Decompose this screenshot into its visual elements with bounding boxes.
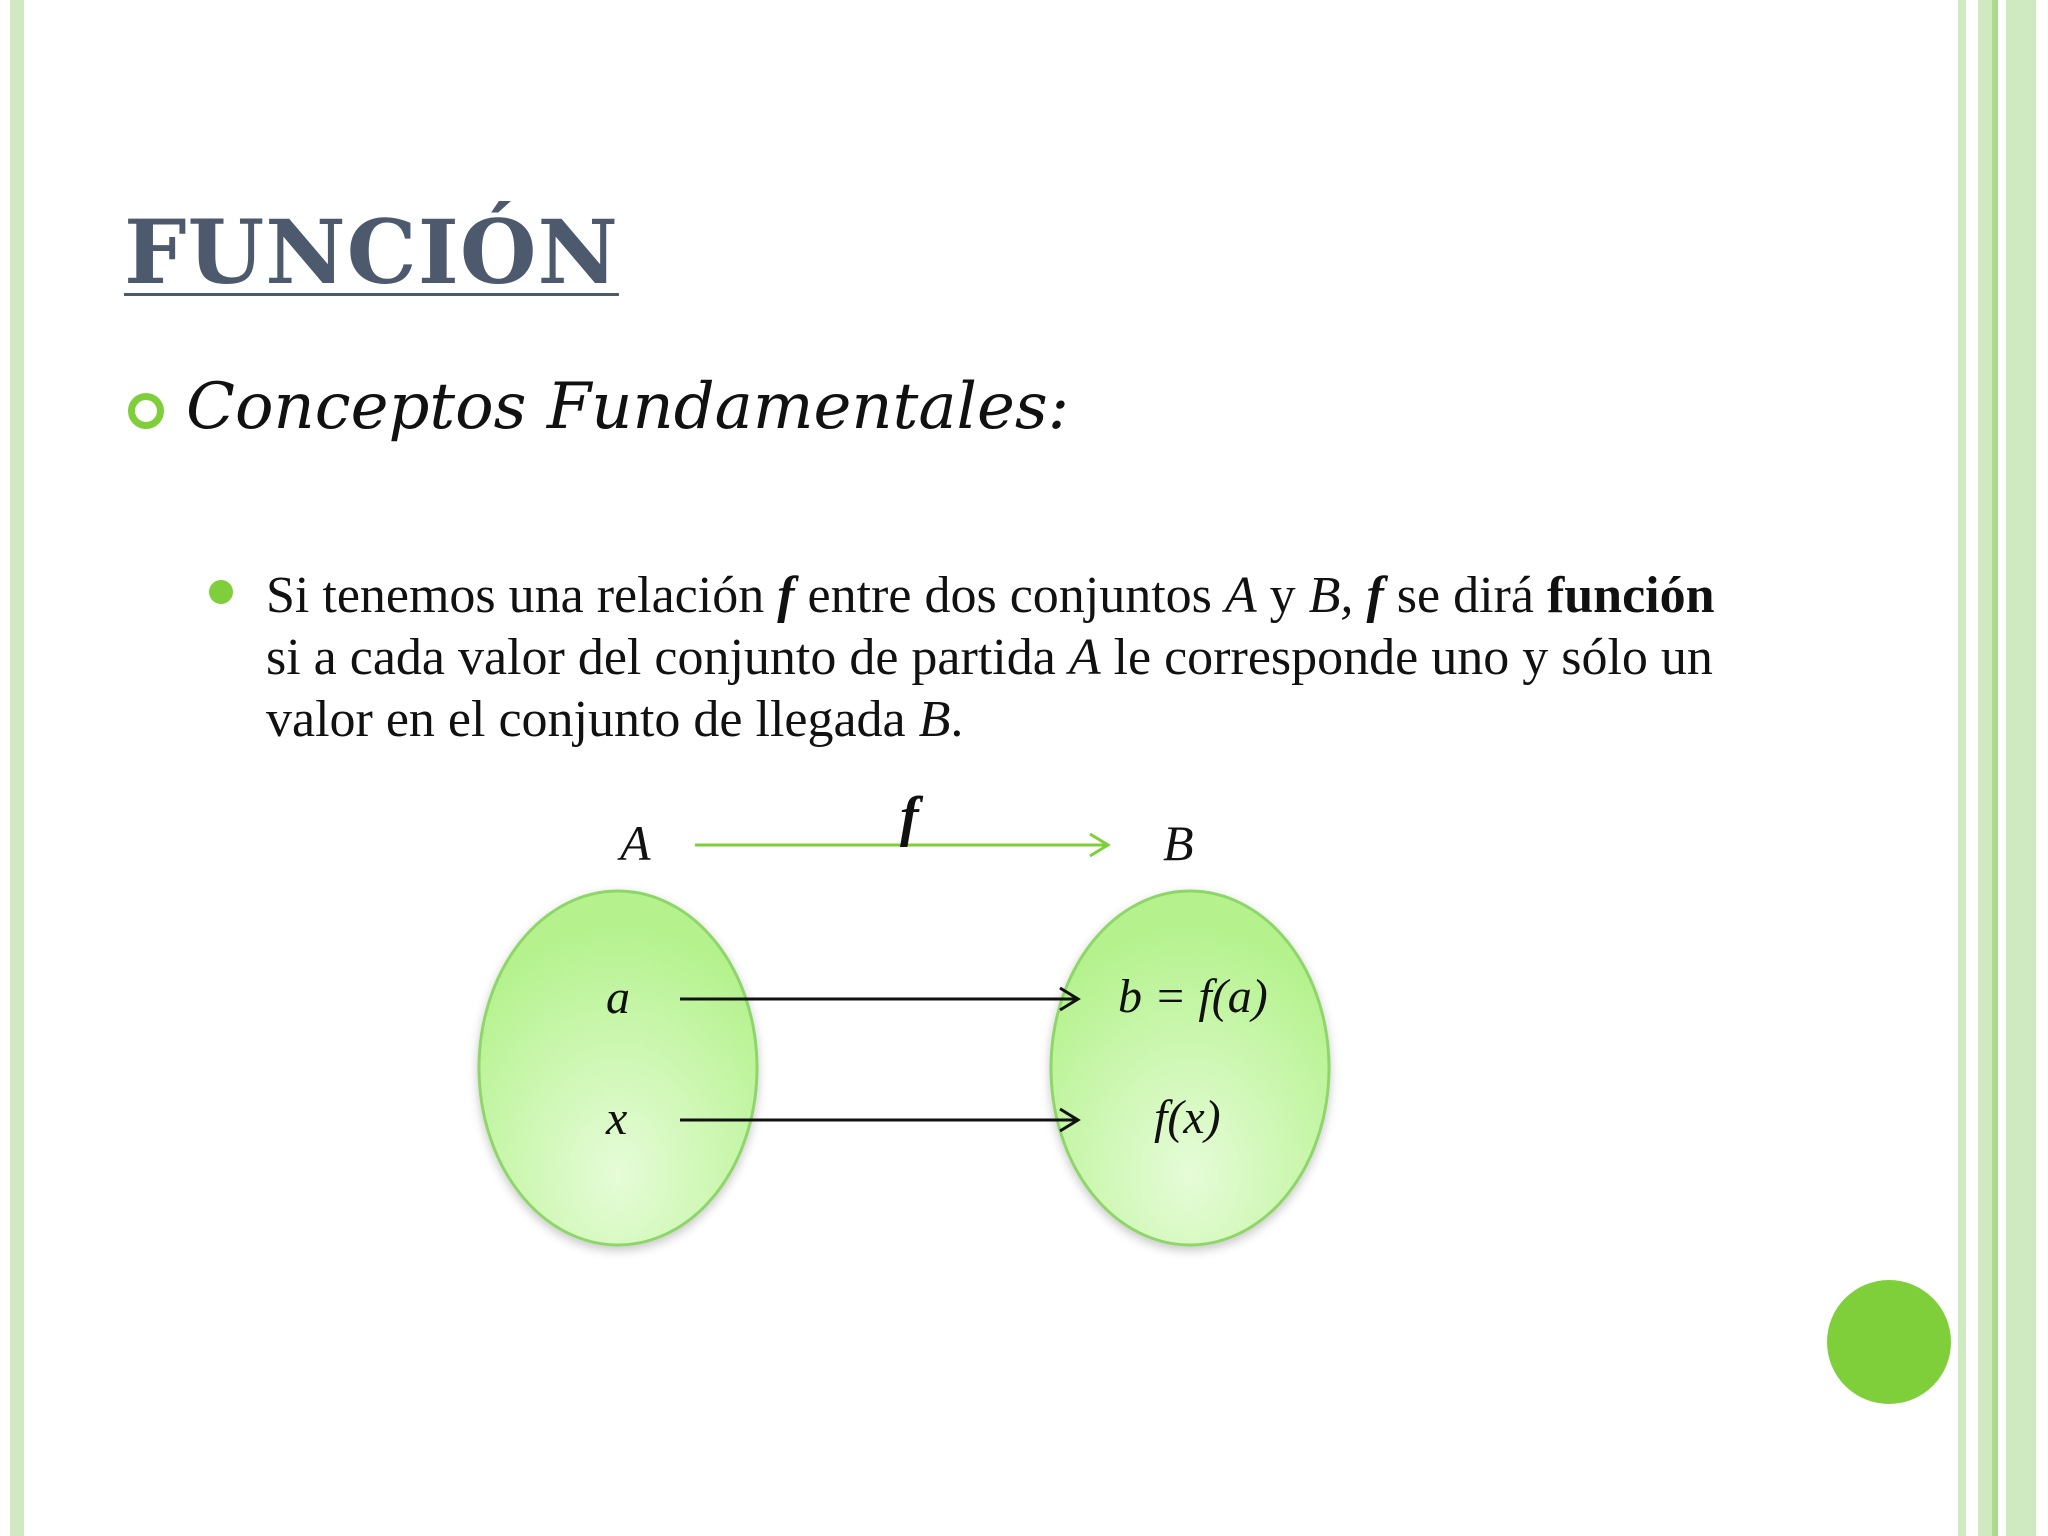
slide-title: FUNCIÓN	[124, 200, 619, 304]
function-label: f	[900, 786, 919, 848]
image-fx: f(x)	[1154, 1091, 1221, 1144]
image-b-equals-fa: b = f(a)	[1118, 970, 1268, 1023]
section-heading: Conceptos Fundamentales:	[186, 370, 1070, 444]
set-a-label: A	[620, 815, 651, 871]
decorative-green-circle	[1827, 1280, 1951, 1404]
element-x: x	[606, 1092, 628, 1145]
element-a: a	[606, 971, 630, 1024]
definition-paragraph: Si tenemos una relación f entre dos conjuntos A y B, f se dirá función si a cada valor del conjunto de partida A le corresponde uno y sólo un valor en el conjunto de llegada B.	[266, 567, 1715, 748]
set-a-ellipse	[479, 891, 757, 1245]
set-b-label: B	[1163, 815, 1194, 871]
set-b-ellipse	[1051, 891, 1329, 1245]
